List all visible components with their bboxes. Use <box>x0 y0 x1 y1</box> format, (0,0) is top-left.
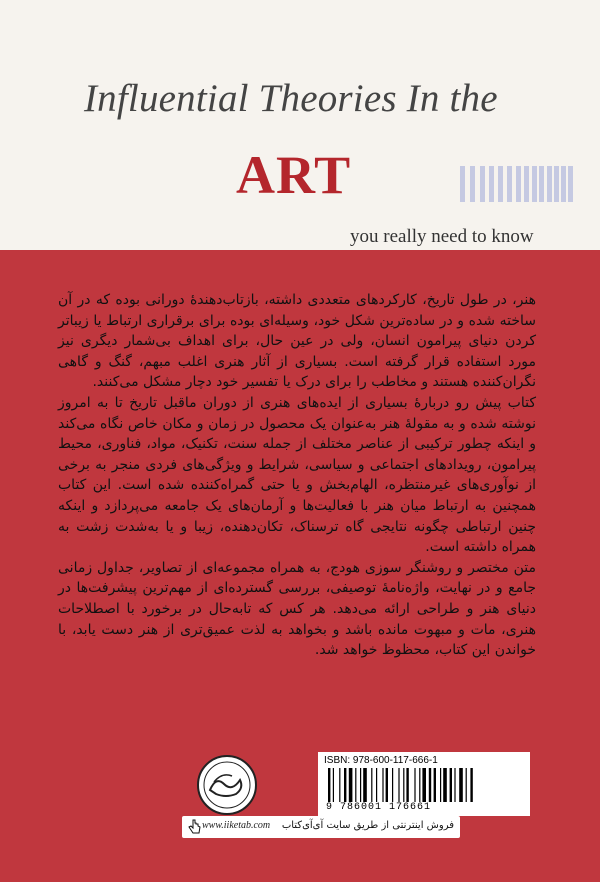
barcode-bar <box>333 768 334 802</box>
online-sales-text: فروش اینترنتی از طریق سایت آی‌آی‌کتاب <box>281 820 454 831</box>
blurb-paragraph-1: هنر، در طول تاریخ، کارکردهای متعددی داشته، بازتاب‌دهندهٔ دورانی بوده که در آن ساخته شده و در ساده‌ترین شکل خود، وسیله‌ای بوده برای برقراری ارتباط یا زیباتر کردن دنیای پیرامون انسان، ولی در عین حال، برای اهداف بی‌شمار دیگری نیز مورد استفاده قرار گرفته است. بسیاری از آثار هنری اغلب مبهم، گنگ و گاهی نگران‌کننده هستند و مخاطب را برای درک یا تفسیر خود دچار مشکل می‌کنند. <box>58 292 536 391</box>
barcode-bar <box>470 768 472 802</box>
barcode-bar <box>386 768 388 802</box>
barcode-bar <box>382 768 383 802</box>
decorative-stripe <box>539 166 544 202</box>
decorative-stripe <box>498 166 503 202</box>
barcode-number: 9 786001 176661 <box>326 802 432 813</box>
cover-top-area <box>0 0 600 250</box>
isbn-barcode-box <box>318 752 530 816</box>
barcode-icon <box>322 768 526 802</box>
barcode-bar <box>344 768 346 802</box>
barcode-bar <box>403 768 404 802</box>
blurb-paragraph-3: متن مختصر و روشنگر سوزی هودج، به همراه مجموعه‌ای از تصاویر، جداول زمانی جامع و در نهایت، واژه‌نامهٔ توصیفی، بررسی گسترده‌ای از مهم‌ترین پیشرفت‌ها در دنیای هنر و طراحی ارائه می‌دهد. هر کس که تابه‌حال در برخورد با اصطلاحات هنری، مات و مبهوت مانده باشد و بخواهد به لذت عمیق‌تری از هنر دست یابد، با خواندن این کتاب، محظوظ خواهد شد. <box>58 559 536 659</box>
barcode-bar <box>376 768 377 802</box>
barcode-bar <box>392 768 393 802</box>
decorative-stripe <box>547 166 552 202</box>
decorative-stripe <box>524 166 529 202</box>
decorative-stripes <box>460 166 600 202</box>
barcode-bar <box>466 768 467 802</box>
barcode-bar <box>355 768 356 802</box>
barcode-bar <box>434 768 436 802</box>
decorative-stripe <box>561 166 566 202</box>
barcode-bar <box>443 768 447 802</box>
decorative-stripe <box>480 166 485 202</box>
decorative-stripe <box>460 166 465 202</box>
barcode-bar <box>429 768 431 802</box>
publisher-seal-icon <box>196 754 258 816</box>
decorative-stripe <box>507 166 512 202</box>
blurb-paragraph-2: کتاب پیش رو دربارهٔ بسیاری از ایده‌های هنری از دوران ماقبل تاریخ تا به امروز نوشته شده و به مقولهٔ هنر به‌عنوان یک محصول در زمان و مکان خاص نگاه می‌کند و اینکه چطور ترکیبی از عناصر مختلف از جمله سنت، تکنیک، مواد، فناوری، محیط پیرامون، رویدادهای اجتماعی و سیاسی، شرایط و ویژگی‌های فردی منجر به برخی از نوآوری‌های غیرمنتظره، الهام‌بخش و یا حتی گمراه‌کننده شده است. این کتاب همچنین به ارتباط میان هنر با فعالیت‌ها و آرمان‌های یک جامعه می‌پردازد و اینکه چنین ارتباطی چگونه نتایجی گاه ترسناک، تکان‌دهنده، زیبا و یا به‌شدت زشت به همراه داشته است. <box>58 394 536 556</box>
website-url[interactable]: www.iiketab.com <box>202 820 271 831</box>
decorative-stripe <box>554 166 559 202</box>
barcode-bar <box>406 768 408 802</box>
barcode-bar <box>454 768 455 802</box>
book-title: Influential Theories In the <box>84 77 498 120</box>
book-subtitle: you really need to know <box>350 226 534 247</box>
barcode-bar <box>360 768 361 802</box>
barcode-bar <box>328 768 330 802</box>
barcode-bar <box>450 768 452 802</box>
barcode-bar <box>349 768 353 802</box>
barcode-bar <box>363 768 367 802</box>
isbn-label: ISBN: 978-600-117-666-1 <box>324 755 438 766</box>
hand-pointer-icon <box>188 819 202 835</box>
book-title-art: ART <box>236 145 352 205</box>
barcode-bar <box>419 768 420 802</box>
decorative-stripe <box>470 166 475 202</box>
decorative-stripe <box>532 166 537 202</box>
barcode-bar <box>414 768 415 802</box>
barcode-bar <box>398 768 399 802</box>
barcode-bar <box>459 768 463 802</box>
decorative-stripe <box>568 166 573 202</box>
barcode-bar <box>422 768 426 802</box>
website-bar[interactable] <box>182 816 460 838</box>
barcode-bar <box>440 768 441 802</box>
blurb-text <box>58 290 536 661</box>
decorative-stripe <box>516 166 521 202</box>
decorative-stripe <box>489 166 494 202</box>
barcode-bar <box>371 768 372 802</box>
barcode-bar <box>339 768 340 802</box>
